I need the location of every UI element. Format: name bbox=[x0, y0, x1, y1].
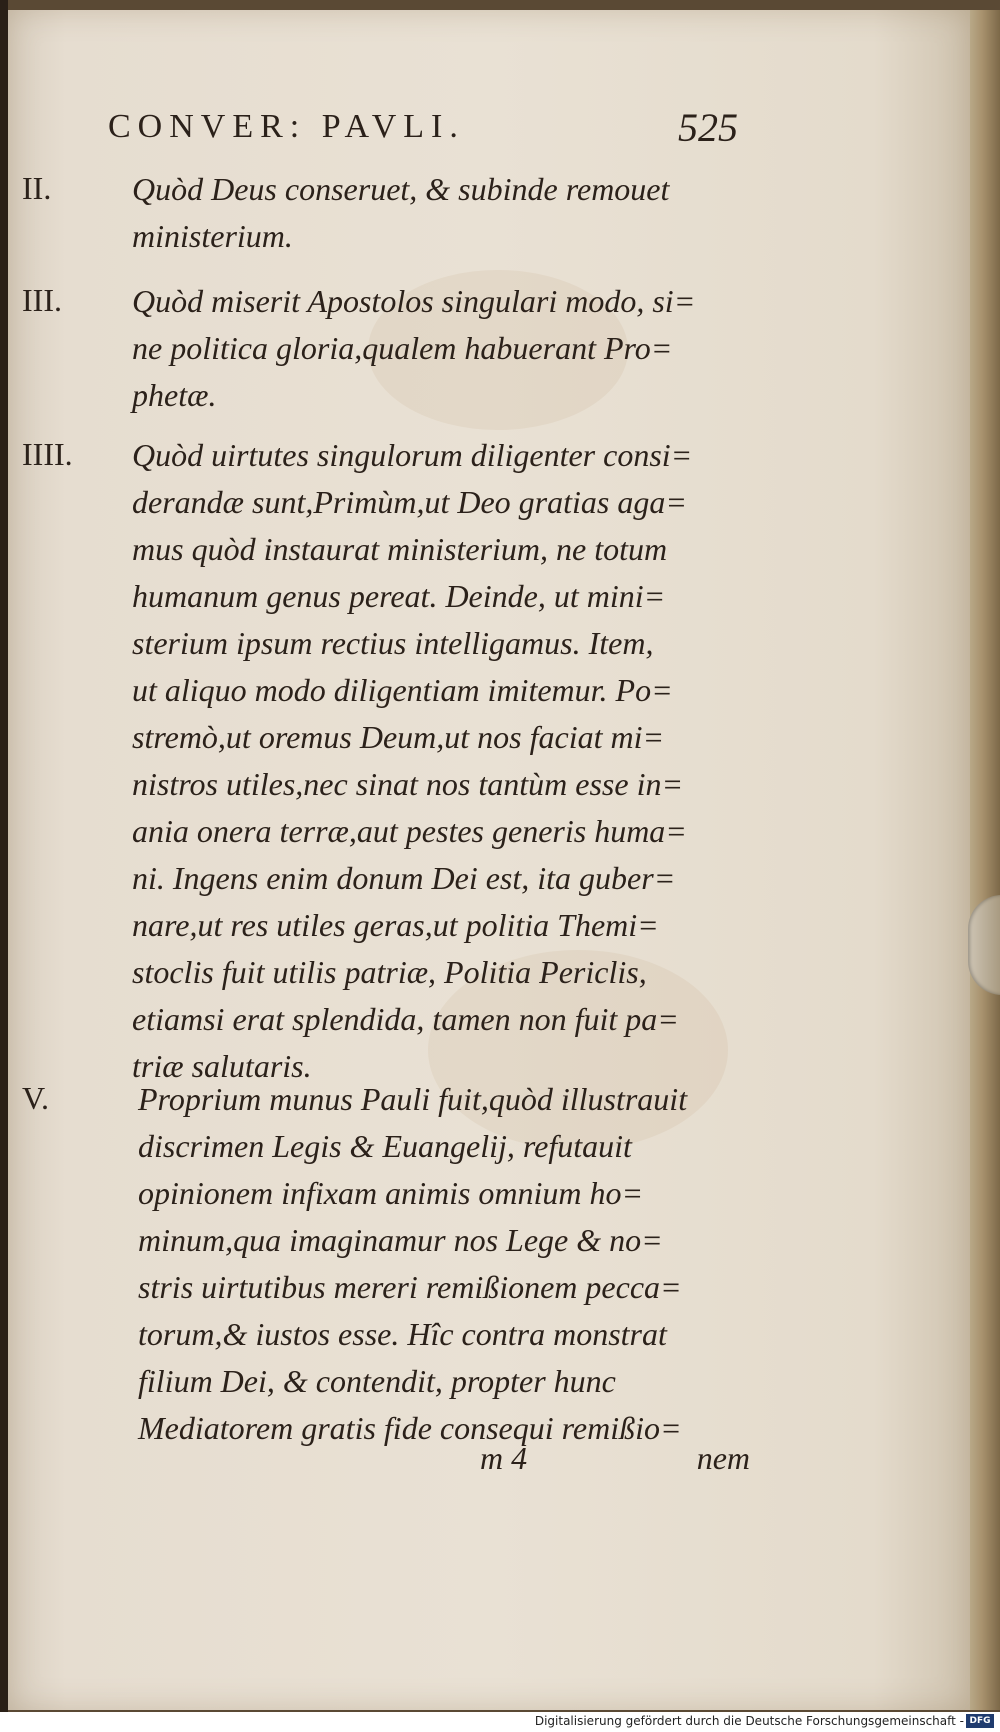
book-gutter bbox=[0, 0, 8, 1732]
page-number: 525 bbox=[678, 105, 738, 150]
entry-numeral: III. bbox=[22, 282, 62, 318]
entry-numeral: II. bbox=[22, 170, 52, 206]
catchword: nem bbox=[696, 1440, 750, 1476]
page-header bbox=[108, 105, 738, 158]
entry-text: Proprium munus Pauli fuit,quòd illustrauit discrimen Legis & Euangelij, refutauit opinionem infixam animis omnium ho= minum,qua imaginamur nos Lege & no= stris uirtutibus mereri remißionem pecca= torum,& iustos esse. Hîc contra monstrat filium Dei, & contendit, propter hunc Mediatorem gratis fide consequi remißio= bbox=[138, 1081, 688, 1446]
running-head: CONVER: PAVLI. bbox=[108, 108, 465, 145]
entry-numeral: V. bbox=[22, 1080, 49, 1116]
footer-credit: Digitalisierung gefördert durch die Deutsche Forschungsgemeinschaft - bbox=[534, 1714, 964, 1728]
entry-text: Quòd miserit Apostolos singulari modo, si= ne politica gloria,qualem habuerant Pro= phetæ. bbox=[132, 283, 696, 413]
signature-mark: m 4 bbox=[480, 1440, 528, 1476]
dfg-logo: DFG bbox=[966, 1714, 994, 1728]
entry-numeral: IIII. bbox=[22, 436, 73, 472]
entry-text: Quòd uirtutes singulorum diligenter consi= derandæ sunt,Primùm,ut Deo gratias aga= mus quòd instaurat ministerium, ne totum humanum genus pereat. Deinde, ut mini= sterium ipsum rectius intelligamus. Item, ut aliquo modo diligentiam imitemur. Po= stremò,ut oremus Deum,ut nos faciat mi= nistros utiles,nec sinat nos tantùm esse in= ania onera terræ,aut pestes generis huma= ni. Ingens enim donum Dei est, ita guber= nare,ut res utiles geras,ut politia Themi= stoclis fuit utilis patriæ, Politia Periclis, etiamsi erat splendida, tamen non fuit pa= triæ salutaris. bbox=[132, 437, 693, 1084]
entry-text: Quòd Deus conseruet, & subinde remouet ministerium. bbox=[132, 171, 670, 254]
page-edges bbox=[970, 10, 1000, 1710]
catchword-line bbox=[480, 1440, 760, 1490]
